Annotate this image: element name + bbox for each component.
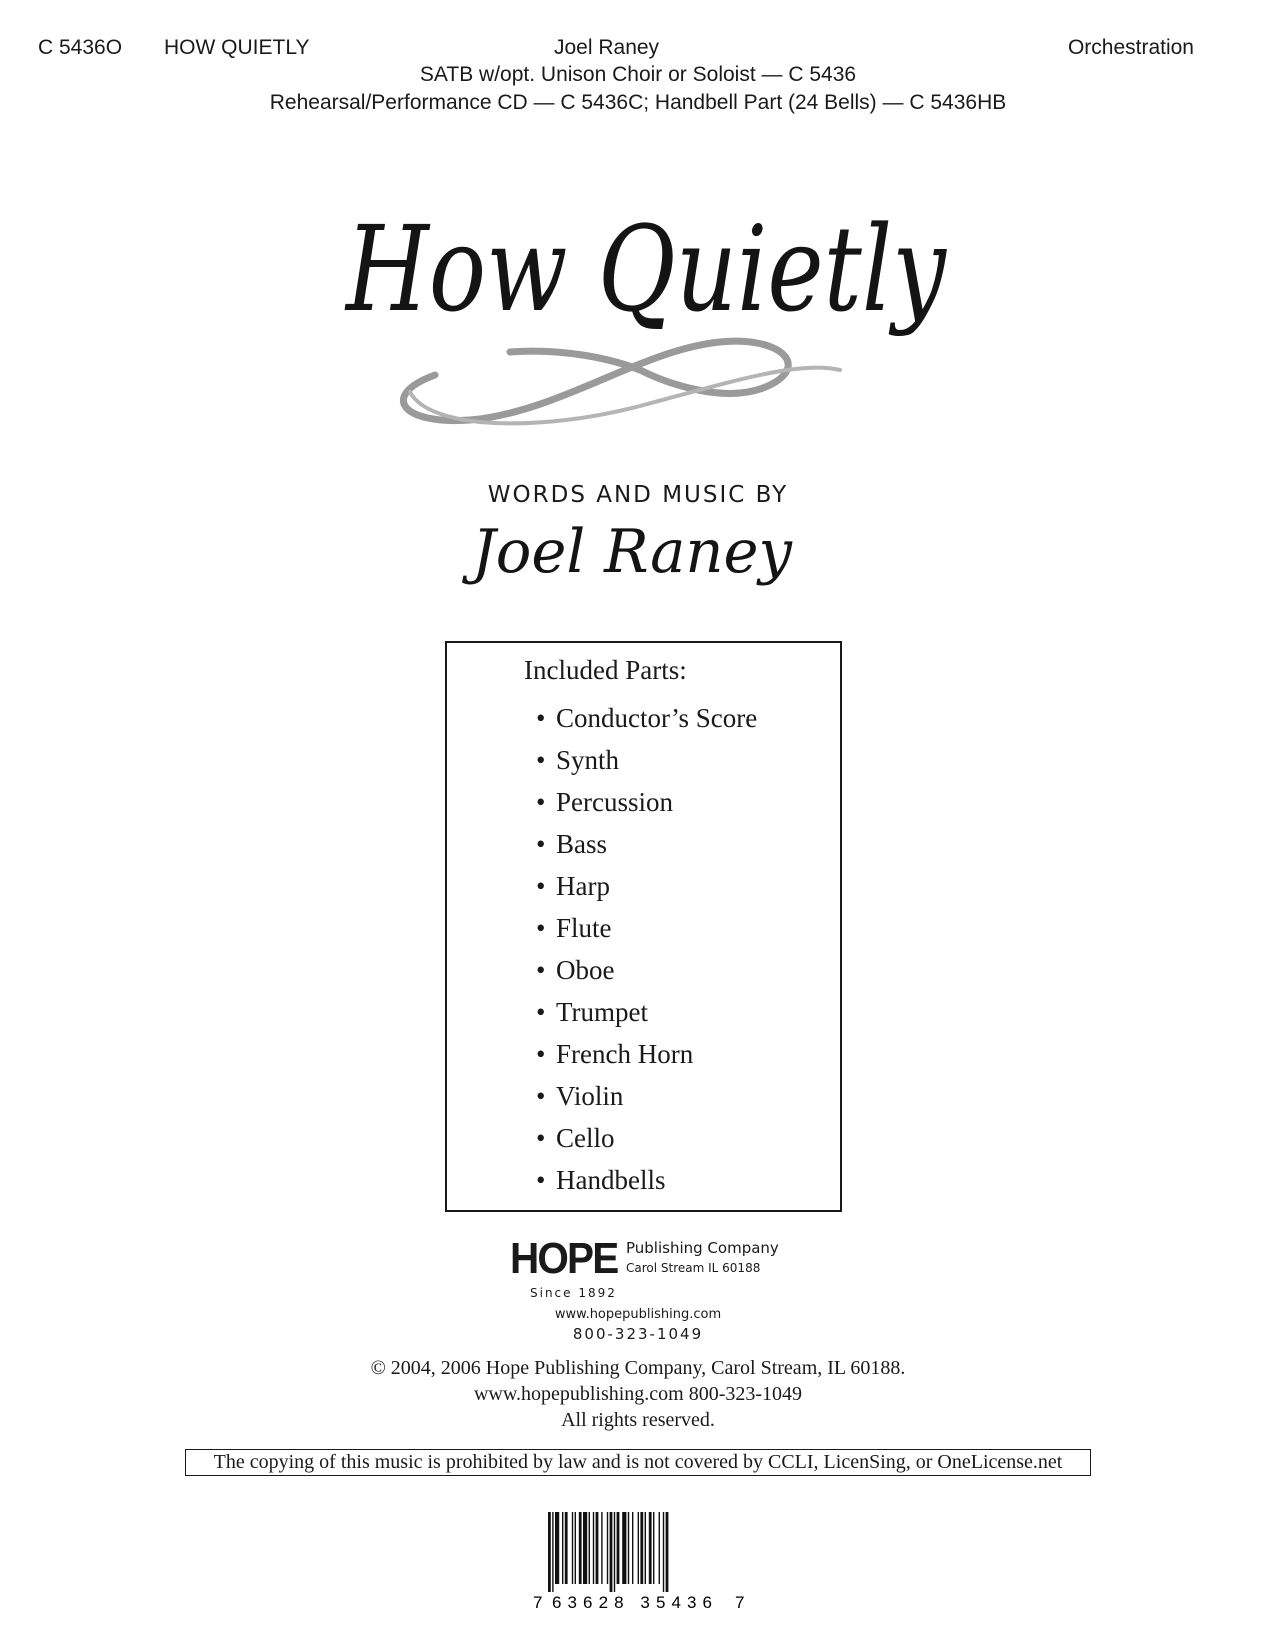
barcode-bar <box>617 1512 620 1584</box>
title-calligraphy <box>340 170 960 460</box>
part-label: Violin <box>556 1081 624 1111</box>
publisher-logo <box>510 1235 810 1305</box>
header-edition: Orchestration <box>1067 36 1194 59</box>
bullet: • <box>536 1081 546 1111</box>
bullet: • <box>536 913 546 943</box>
logo-since: Since 1892 <box>530 1286 617 1300</box>
barcode-bar <box>638 1512 639 1584</box>
barcode-digits: 63628 35436 <box>552 1593 712 1612</box>
bullet: • <box>536 1123 546 1153</box>
bullet: • <box>536 703 546 733</box>
barcode-right-digit: 7 <box>735 1593 745 1612</box>
composer-signature-text: Joel Raney <box>461 517 794 587</box>
copyright-contact: www.hopepublishing.com 800-323-1049 <box>473 1383 803 1405</box>
barcode-bar <box>593 1512 594 1584</box>
barcode-bar <box>622 1512 626 1584</box>
barcode-bar <box>614 1512 615 1592</box>
rights-reserved: All rights reserved. <box>561 1409 715 1431</box>
bullet: • <box>536 829 546 859</box>
included-parts-box <box>445 641 842 1212</box>
bullet: • <box>536 787 546 817</box>
list-item <box>536 907 757 949</box>
publisher-phone: 800-323-1049 <box>572 1325 704 1343</box>
barcode-bar <box>572 1512 573 1584</box>
barcode-bar <box>601 1512 602 1584</box>
bullet: • <box>536 997 546 1027</box>
part-label: Oboe <box>556 955 615 985</box>
catalog-number: C 5436O <box>38 36 123 59</box>
publisher-website: www.hopepublishing.com <box>554 1307 722 1322</box>
copyright-line: © 2004, 2006 Hope Publishing Company, Carol Stream, IL 60188. <box>370 1357 906 1379</box>
list-item <box>536 1075 757 1117</box>
list-item <box>536 781 757 823</box>
logo-city: Carol Stream IL 60188 <box>626 1261 761 1275</box>
barcode-bar <box>589 1512 590 1584</box>
barcode-left-digit: 7 <box>533 1593 543 1612</box>
barcode-bar <box>579 1512 582 1584</box>
bullet: • <box>536 955 546 985</box>
part-label: Bass <box>556 829 608 859</box>
barcode-bar <box>653 1512 654 1584</box>
list-item <box>536 697 757 739</box>
barcode-bar <box>583 1512 587 1584</box>
barcode-bar <box>649 1512 652 1584</box>
list-item <box>536 823 757 865</box>
list-item <box>536 949 757 991</box>
header-voicing-line: SATB w/opt. Unison Choir or Soloist — C 5436 <box>419 63 857 86</box>
barcode-bar <box>575 1512 576 1584</box>
barcode-bar <box>596 1512 599 1584</box>
barcode-bar <box>607 1512 608 1584</box>
title-text: How Quietly <box>344 200 948 338</box>
copying-notice: The copying of this music is prohibited by law and is not covered by CCLI, LicenSing, or OneLicense.net <box>185 1449 1091 1476</box>
barcode <box>530 1512 750 1612</box>
list-item <box>536 1117 757 1159</box>
bullet: • <box>536 871 546 901</box>
header-products-line: Rehearsal/Performance CD — C 5436C; Handbell Part (24 Bells) — C 5436HB <box>269 91 1007 114</box>
part-label: Synth <box>556 745 620 775</box>
list-item <box>536 991 757 1033</box>
logo-company: Publishing Company <box>626 1239 779 1257</box>
included-parts-title: Included Parts: <box>524 655 687 685</box>
list-item <box>536 1033 757 1075</box>
bullet: • <box>536 745 546 775</box>
barcode-bar <box>548 1512 551 1592</box>
barcode-bar <box>659 1512 660 1584</box>
part-label: Cello <box>556 1123 615 1153</box>
barcode-bar <box>555 1512 559 1584</box>
barcode-bar <box>552 1512 553 1592</box>
barcode-bar <box>610 1512 613 1592</box>
part-label: Trumpet <box>556 997 649 1027</box>
barcode-bar <box>632 1512 633 1584</box>
parts-list <box>536 697 757 1201</box>
barcode-bar <box>562 1512 563 1584</box>
header-composer: Joel Raney <box>554 36 660 59</box>
barcode-bar <box>666 1512 669 1592</box>
list-item <box>536 1159 757 1201</box>
list-item <box>536 739 757 781</box>
barcode-bars <box>548 1512 668 1592</box>
barcode-bar <box>645 1512 646 1584</box>
part-label: Flute <box>556 913 612 943</box>
logo-wordmark: HOPE <box>510 1234 618 1283</box>
list-item <box>536 865 757 907</box>
composer-signature <box>461 510 810 600</box>
barcode-bar <box>628 1512 629 1584</box>
bullet: • <box>536 1039 546 1069</box>
header-title: HOW QUIETLY <box>164 36 310 59</box>
barcode-bar <box>640 1512 643 1584</box>
barcode-bar <box>663 1512 664 1592</box>
part-label: Harp <box>556 871 610 901</box>
part-label: Handbells <box>556 1165 666 1195</box>
bullet: • <box>536 1165 546 1195</box>
part-label: Percussion <box>556 787 673 817</box>
part-label: French Horn <box>556 1039 694 1069</box>
byline: WORDS AND MUSIC BY <box>487 482 789 508</box>
barcode-bar <box>565 1512 568 1584</box>
part-label: Conductor’s Score <box>556 703 758 733</box>
